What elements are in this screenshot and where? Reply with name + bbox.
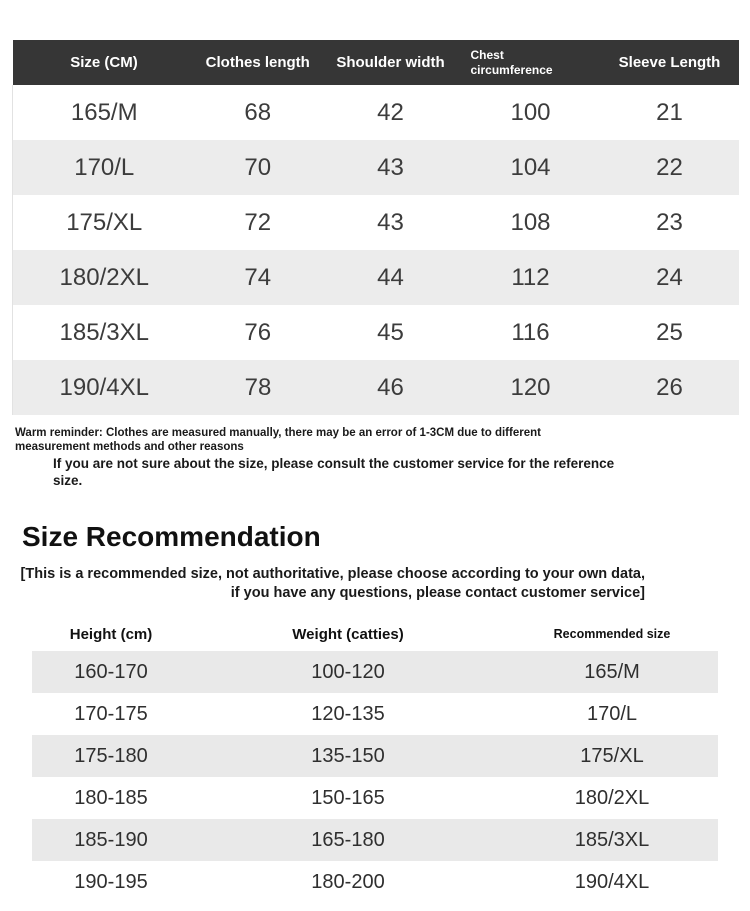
shoulder-width-cell: 45 <box>377 318 404 346</box>
recommendation-table-row <box>32 693 718 735</box>
size-table-row <box>13 85 739 140</box>
size-cell: 180/2XL <box>13 250 196 305</box>
size-cell: 185/3XL <box>13 305 196 360</box>
weight-cell: 100-120 <box>311 660 385 683</box>
recommended-size-cell: 190/4XL <box>574 870 650 893</box>
sleeve-length-cell: 22 <box>656 153 683 181</box>
recommendation-table-row <box>32 651 718 693</box>
sleeve-length-cell: 23 <box>656 208 683 236</box>
chest-circumference-cell: 120 <box>510 373 551 401</box>
chest-circumference-cell: 112 <box>511 263 550 291</box>
chest-circumference-cell: 104 <box>510 153 551 181</box>
sleeve-length-cell: 26 <box>656 373 683 401</box>
height-cell: 190-195 <box>74 870 148 893</box>
size-recommendation-title: Size Recommendation <box>22 521 321 552</box>
recommendation-note <box>14 565 645 603</box>
warm-reminder-line: Warm reminder: Clothes are measured manually, there may be an error of 1-3CM due to different <box>15 427 541 439</box>
weight-cell: 150-165 <box>311 786 385 809</box>
shoulder-width-cell: 43 <box>377 153 404 181</box>
clothes-length-cell: 68 <box>244 98 272 126</box>
recommendation-table-header-row <box>32 617 718 651</box>
consult-note-line: If you are not sure about the size, please consult the customer service for the reference <box>53 456 615 471</box>
size-table-header-size: Size (CM) <box>70 54 138 71</box>
size-table-row <box>13 250 739 305</box>
rec-table-header-recommended-size: Recommended size <box>553 627 671 641</box>
chest-circumference-cell: 116 <box>511 318 550 346</box>
sleeve-length-cell: 24 <box>656 263 683 291</box>
recommendation-table <box>32 617 718 903</box>
size-table-header-row <box>13 40 739 85</box>
recommendation-table-row <box>32 735 718 777</box>
size-table-header-clothes-length: Clothes length <box>205 54 310 71</box>
size-table-section <box>12 40 738 415</box>
size-table-row <box>13 360 739 415</box>
rec-table-header-height: Height (cm) <box>69 625 153 643</box>
size-table <box>12 40 739 415</box>
size-table-header-shoulder-width: Shoulder width <box>336 54 445 71</box>
size-table-row <box>13 305 739 360</box>
sleeve-length-cell: 25 <box>656 318 683 346</box>
height-cell: 180-185 <box>74 786 148 809</box>
consult-note <box>53 455 750 489</box>
size-table-row <box>13 195 739 250</box>
shoulder-width-cell: 44 <box>377 263 404 291</box>
recommended-size-cell: 170/L <box>586 702 638 725</box>
chest-circumference-cell: 108 <box>510 208 551 236</box>
clothes-length-cell: 76 <box>244 318 272 346</box>
clothes-length-cell: 70 <box>244 153 272 181</box>
recommended-size-cell: 175/XL <box>580 744 644 767</box>
recommendation-table-section <box>32 617 718 903</box>
clothes-length-cell: 72 <box>244 208 272 236</box>
size-table-row <box>13 140 739 195</box>
height-cell: 185-190 <box>74 828 148 851</box>
size-cell: 165/M <box>13 85 196 140</box>
weight-cell: 165-180 <box>311 828 385 851</box>
recommended-size-cell: 180/2XL <box>574 786 650 809</box>
weight-cell: 135-150 <box>311 744 385 767</box>
chest-circumference-cell: 100 <box>510 98 551 126</box>
shoulder-width-cell: 42 <box>377 98 404 126</box>
height-cell: 160-170 <box>74 660 148 683</box>
sleeve-length-cell: 21 <box>656 98 683 126</box>
consult-note-line: size. <box>53 473 83 488</box>
height-cell: 175-180 <box>74 744 148 767</box>
size-cell: 175/XL <box>13 195 196 250</box>
shoulder-width-cell: 46 <box>377 373 404 401</box>
recommended-size-cell: 185/3XL <box>574 828 650 851</box>
recommended-size-cell: 165/M <box>584 660 640 683</box>
recommendation-note-line: [This is a recommended size, not authoritative, please choose according to your own data, <box>20 566 645 582</box>
size-table-header-chest-circumference: Chest circumference <box>470 48 553 77</box>
weight-cell: 120-135 <box>311 702 385 725</box>
shoulder-width-cell: 43 <box>377 208 404 236</box>
recommendation-table-row <box>32 777 718 819</box>
warm-reminder-line: measurement methods and other reasons <box>15 441 244 453</box>
height-cell: 170-175 <box>74 702 148 725</box>
size-cell: 190/4XL <box>13 360 196 415</box>
size-table-header-sleeve-length: Sleeve Length <box>618 54 721 71</box>
recommendation-note-line: if you have any questions, please contact customer service] <box>230 585 645 601</box>
clothes-length-cell: 78 <box>244 373 272 401</box>
size-cell: 170/L <box>13 140 196 195</box>
warm-reminder <box>15 426 750 489</box>
recommendation-table-row <box>32 861 718 903</box>
clothes-length-cell: 74 <box>244 263 272 291</box>
rec-table-header-weight: Weight (catties) <box>292 625 404 643</box>
recommendation-table-row <box>32 819 718 861</box>
weight-cell: 180-200 <box>311 870 385 893</box>
